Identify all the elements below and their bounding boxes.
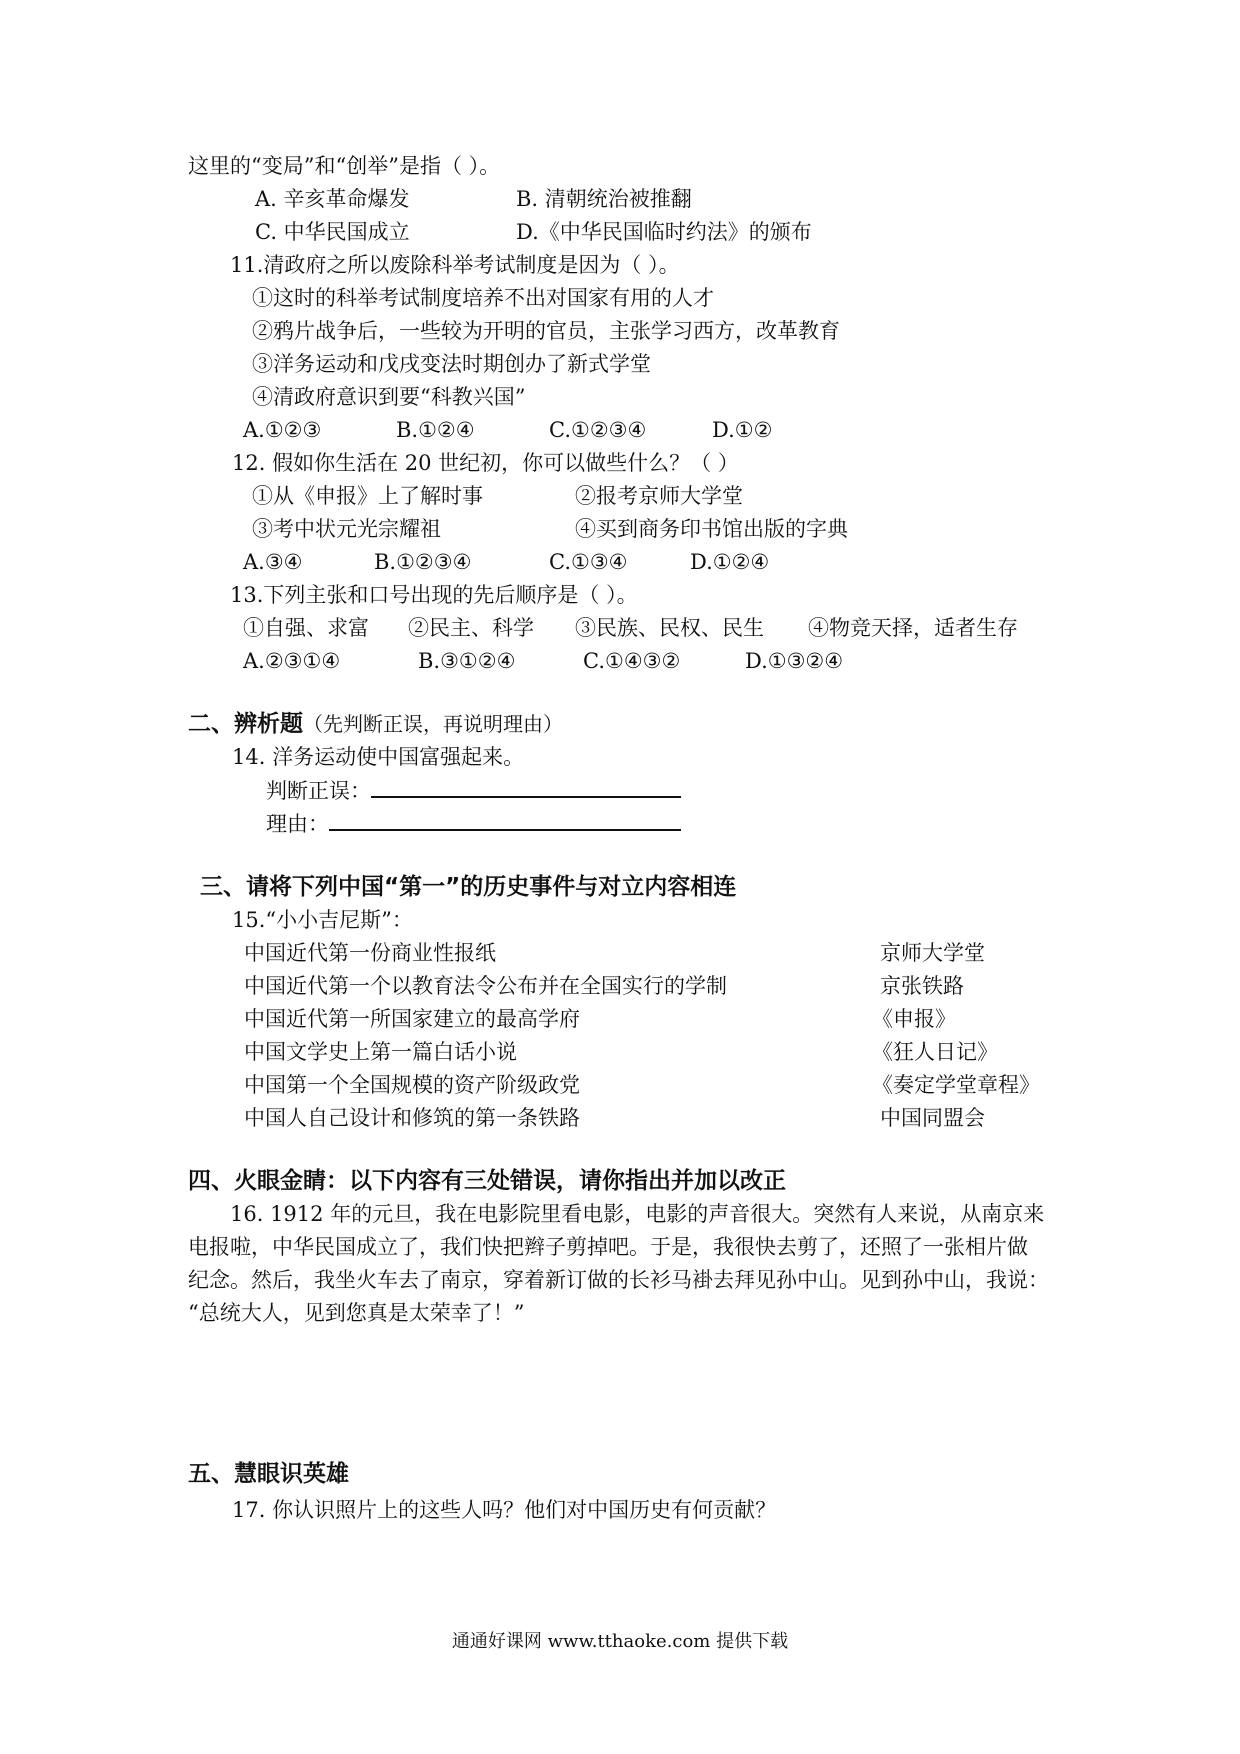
match-left-item: 中国第一个全国规模的资产阶级政党 — [244, 1073, 580, 1097]
q12-item: ①从《申报》上了解时事 — [252, 484, 483, 508]
section2-title: 二、辨析题 — [188, 711, 303, 737]
q13-item: ②民主、科学 — [408, 616, 534, 640]
q16-line: “总统大人，见到您真是太荣幸了！” — [188, 1301, 525, 1325]
q10-option-a: A. 辛亥革命爆发 — [255, 187, 410, 211]
q11-option-c: C.①②③④ — [549, 418, 647, 442]
q13-option-b: B.③①②④ — [418, 649, 516, 673]
match-right-item: 《狂人日记》 — [872, 1040, 998, 1064]
q14-reason-row — [266, 809, 681, 838]
q13-option-c: C.①④③② — [583, 649, 681, 673]
q11-item: ①这时的科举考试制度培养不出对国家有用的人才 — [252, 286, 714, 310]
match-right-item: 京师大学堂 — [880, 941, 985, 965]
q14-stem: 14. 洋务运动使中国富强起来。 — [232, 745, 525, 769]
match-left-item: 中国人自己设计和修筑的第一条铁路 — [244, 1106, 580, 1130]
q10-option-c: C. 中华民国成立 — [255, 220, 410, 244]
q16-line: 16. 1912 年的元旦，我在电影院里看电影，电影的声音很大。突然有人来说，从南京来 — [230, 1202, 1045, 1226]
q12-item: ③考中状元光宗耀祖 — [252, 517, 441, 541]
match-left-item: 中国近代第一份商业性报纸 — [244, 941, 496, 965]
match-left-item: 中国文学史上第一篇白话小说 — [244, 1040, 517, 1064]
q15-stem: 15.“小小吉尼斯”： — [232, 908, 413, 932]
section4-title: 四、火眼金睛：以下内容有三处错误，请你指出并加以改正 — [188, 1168, 786, 1194]
q12-option-c: C.①③④ — [549, 550, 628, 574]
q11-item: ②鸦片战争后，一些较为开明的官员，主张学习西方，改革教育 — [252, 319, 840, 343]
q13-item: ④物竞天择，适者生存 — [808, 616, 1018, 640]
q12-option-a: A.③④ — [243, 550, 303, 574]
match-left-item: 中国近代第一所国家建立的最高学府 — [244, 1007, 580, 1031]
q13-option-a: A.②③①④ — [243, 649, 341, 673]
q10-option-d: D.《中华民国临时约法》的颁布 — [516, 220, 812, 244]
q13-item: ①自强、求富 — [243, 616, 369, 640]
match-right-item: 中国同盟会 — [880, 1106, 985, 1130]
judge-label: 判断正误： — [266, 779, 371, 803]
q10-stem: 这里的“变局”和“创举”是指（ ）。 — [188, 154, 501, 178]
match-right-item: 京张铁路 — [880, 974, 964, 998]
q11-item: ④清政府意识到要“科教兴国” — [252, 385, 526, 409]
q14-judge-row — [266, 776, 681, 805]
q12-item: ④买到商务印书馆出版的字典 — [575, 517, 848, 541]
q13-stem: 13.下列主张和口号出现的先后顺序是（ ）。 — [230, 583, 638, 607]
q13-option-d: D.①③②④ — [745, 649, 844, 673]
reason-answer-blank[interactable] — [329, 809, 681, 831]
judge-answer-blank[interactable] — [371, 776, 681, 798]
match-right-item: 《奏定学堂章程》 — [872, 1073, 1040, 1097]
section3-title: 三、请将下列中国“第一”的历史事件与对立内容相连 — [200, 874, 737, 900]
reason-label: 理由： — [266, 812, 329, 836]
q16-line: 纪念。然后，我坐火车去了南京，穿着新订做的长衫马褂去拜见孙中山。见到孙中山，我说： — [188, 1268, 1049, 1292]
match-right-item: 《申报》 — [872, 1007, 956, 1031]
q12-item: ②报考京师大学堂 — [575, 484, 743, 508]
q13-item: ③民族、民权、民生 — [575, 616, 764, 640]
q11-option-d: D.①② — [712, 418, 773, 442]
section5-title: 五、慧眼识英雄 — [188, 1461, 349, 1487]
q11-stem: 11.清政府之所以废除科举考试制度是因为（ ）。 — [230, 253, 680, 277]
section2-note: （先判断正误，再说明理由） — [303, 712, 563, 736]
q11-option-b: B.①②④ — [396, 418, 475, 442]
q11-item: ③洋务运动和戊戌变法时期创办了新式学堂 — [252, 352, 651, 376]
q12-stem: 12. 假如你生活在 20 世纪初，你可以做些什么？（ ） — [232, 451, 739, 475]
q12-option-d: D.①②④ — [690, 550, 770, 574]
q11-option-a: A.①②③ — [243, 418, 322, 442]
q17-stem: 17. 你认识照片上的这些人吗？他们对中国历史有何贡献？ — [232, 1498, 777, 1522]
match-left-item: 中国近代第一个以教育法令公布并在全国实行的学制 — [244, 974, 727, 998]
q16-line: 电报啦，中华民国成立了，我们快把辫子剪掉吧。于是，我很快去剪了，还照了一张相片做 — [188, 1235, 1028, 1259]
page-footer: 通通好课网 www.tthaoke.com 提供下载 — [451, 1631, 789, 1652]
q12-option-b: B.①②③④ — [374, 550, 472, 574]
section2-heading — [188, 710, 563, 738]
q10-option-b: B. 清朝统治被推翻 — [516, 187, 692, 211]
